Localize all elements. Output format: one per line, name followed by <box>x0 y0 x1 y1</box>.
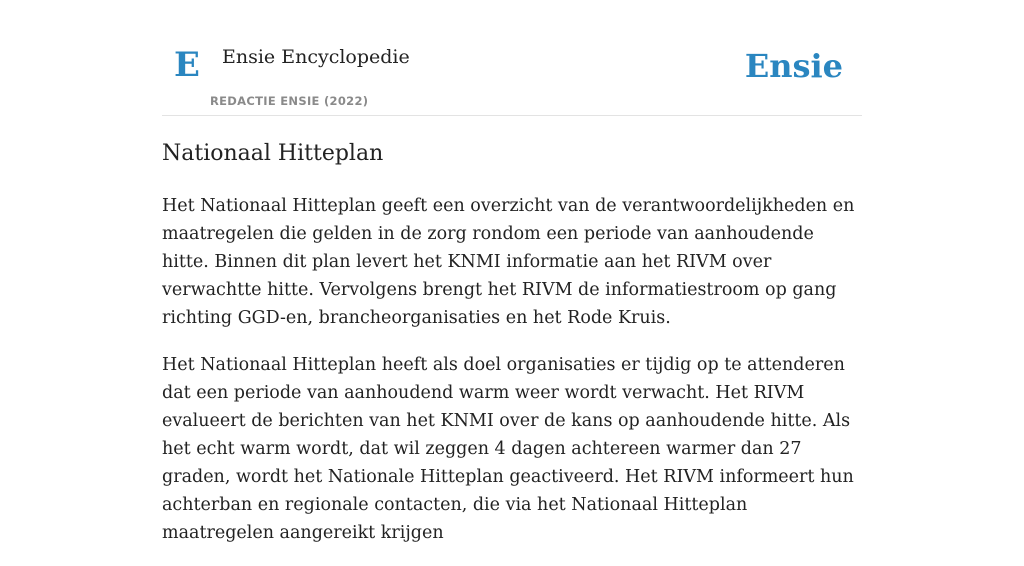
source-title[interactable]: Ensie Encyclopedie <box>222 46 410 68</box>
brand-logo[interactable]: Ensie <box>744 47 843 85</box>
ensie-logo-icon: E <box>174 45 200 85</box>
document-header <box>162 0 862 116</box>
article-title: Nationaal Hitteplan <box>162 141 384 166</box>
byline: REDACTIE ENSIE (2022) <box>210 94 369 108</box>
paragraph: Het Nationaal Hitteplan geeft een overzicht van de verantwoordelijkheden en maatregelen die gelden in de zorg rondom een periode van aanhoudende hitte. Binnen dit plan levert het KNMI informatie aan het RIVM over verwachtte hitte. Vervolgens brengt het RIVM de informatiestroom op gang richting GGD-en, brancheorganisaties en het Rode Kruis. <box>162 196 855 328</box>
article-body <box>162 192 862 566</box>
document-page <box>162 0 862 543</box>
paragraph: Het Nationaal Hitteplan heeft als doel organisaties er tijdig op te attenderen dat een periode van aanhoudend warm weer wordt verwacht. Het RIVM evalueert de berichten van het KNMI over de kans op aanhoudende hitte. Als het echt warm wordt, dat wil zeggen 4 dagen achtereen warmer dan 27 graden, wordt het Nationale Hitteplan geactiveerd. Het RIVM informeert hun achterban en regionale contacten, die via het Nationaal Hitteplan maatregelen aangereikt krijgen <box>162 355 854 543</box>
